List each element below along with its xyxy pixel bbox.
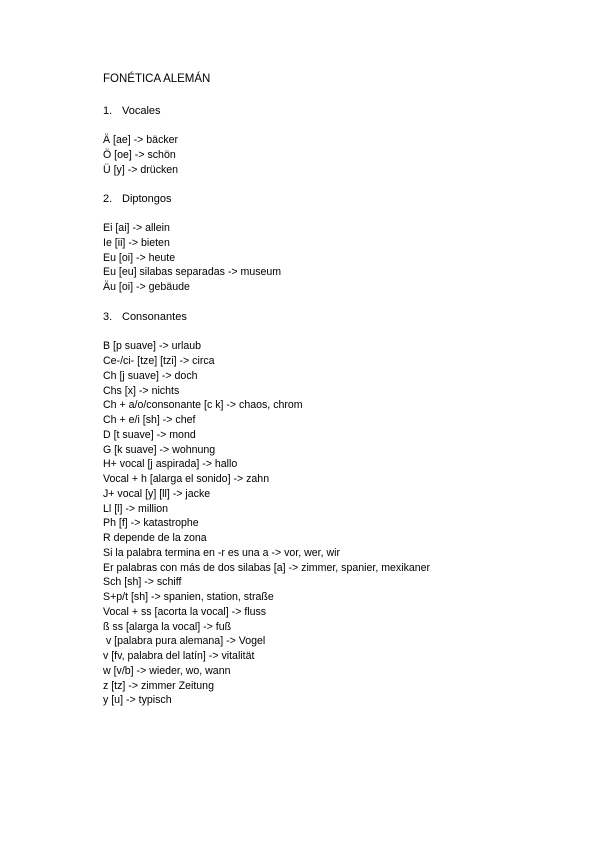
list-item: Ce-/ci- [tze] [tzi] -> circa: [103, 355, 215, 367]
list-item: Ph [f] -> katastrophe: [103, 517, 199, 529]
section-heading-vocales: [103, 104, 161, 118]
list-item: z [tz] -> zimmer Zeitung: [103, 680, 214, 692]
list-item: v [palabra pura alemana] -> Vogel: [103, 635, 266, 647]
section-heading-label: Consonantes: [122, 311, 187, 323]
list-item: Eu [eu] silabas separadas -> museum: [103, 266, 282, 278]
list-item: Ch [j suave] -> doch: [103, 370, 198, 382]
section-heading-label: Vocales: [122, 105, 161, 117]
list-item: G [k suave] -> wohnung: [103, 444, 216, 456]
list-item: v [fv, palabra del latín] -> vitalität: [103, 650, 255, 662]
list-item: y [u] -> typisch: [103, 694, 172, 706]
document-title: FONÉTICA ALEMÁN: [103, 73, 211, 85]
list-item: D [t suave] -> mond: [103, 429, 196, 441]
section-heading-consonantes: [103, 310, 187, 324]
section-number: 3.: [103, 311, 113, 323]
list-item: Vocal + ss [acorta la vocal] -> fluss: [103, 606, 267, 618]
list-item: Sch [sh] -> schiff: [103, 576, 182, 588]
list-item: ß ss [alarga la vocal] -> fuß: [103, 621, 232, 633]
list-item: Chs [x] -> nichts: [103, 385, 180, 397]
list-item: Ä [ae] -> bäcker: [103, 134, 179, 146]
list-item: Ü [y] -> drücken: [103, 164, 179, 176]
list-item: Äu [oi] -> gebäude: [103, 281, 190, 293]
list-item: w [v/b] -> wieder, wo, wann: [103, 665, 231, 677]
list-item: Ch + e/i [sh] -> chef: [103, 414, 196, 426]
list-item: B [p suave] -> urlaub: [103, 340, 202, 352]
list-item: Vocal + h [alarga el sonido] -> zahn: [103, 473, 270, 485]
section-heading-diptongos: [103, 192, 172, 206]
list-item: Ll [l] -> million: [103, 503, 169, 515]
list-item: Ö [oe] -> schön: [103, 149, 176, 161]
list-item: S+p/t [sh] -> spanien, station, straße: [103, 591, 274, 603]
section-number: 1.: [103, 105, 113, 117]
list-item: Ch + a/o/consonante [c k] -> chaos, chrom: [103, 399, 303, 411]
section-number: 2.: [103, 193, 113, 205]
list-item: J+ vocal [y] [ll] -> jacke: [103, 488, 211, 500]
section-heading-label: Diptongos: [122, 193, 172, 205]
list-item: Ei [ai] -> allein: [103, 222, 170, 234]
list-item: R depende de la zona: [103, 532, 207, 544]
list-item: H+ vocal [j aspirada] -> hallo: [103, 458, 238, 470]
list-item: Si la palabra termina en -r es una a -> vor, wer, wir: [103, 547, 340, 559]
list-item: Ie [ii] -> bieten: [103, 237, 170, 249]
list-item: Er palabras con más de dos silabas [a] -> zimmer, spanier, mexikaner: [103, 562, 431, 574]
list-item: Eu [oi] -> heute: [103, 252, 176, 264]
